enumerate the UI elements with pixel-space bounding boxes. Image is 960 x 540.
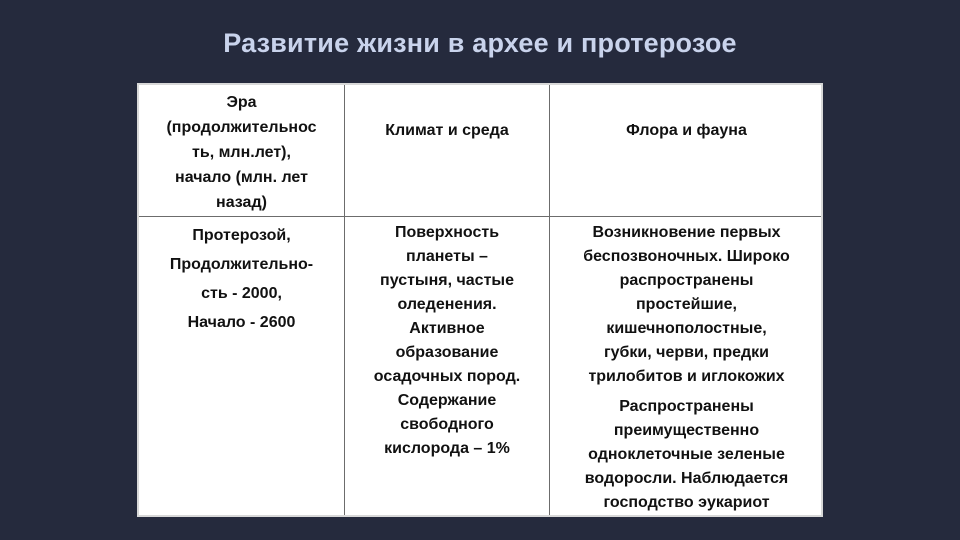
row-divider [139,216,821,217]
cell-climate [345,221,549,461]
cell-flora-line: Возникновение первых [592,224,781,241]
cell-climate-line: Содержание [397,392,497,409]
header-flora-text: Флора и фауна [626,122,747,139]
cell-flora-line: распространены [619,272,754,289]
cell-flora-line: Распространены [619,398,754,415]
cell-flora-line: кишечнополостные, [606,320,767,337]
cell-era-line: сть - 2000, [201,285,282,302]
cell-climate-line: планеты – [406,248,488,265]
header-era [139,90,344,215]
cell-climate-line: кислорода – 1% [384,440,510,457]
cell-era [139,221,344,337]
cell-flora-line: простейшие, [636,296,737,313]
header-flora [550,119,823,143]
cell-climate-line: осадочных пород. [373,368,521,385]
era-table [137,83,823,517]
cell-flora-line: беспозвоночных. Широко [583,248,790,265]
cell-climate-line: свободного [400,416,494,433]
header-era-line: ть, млн.лет), [192,144,291,161]
cell-era-line: Продолжительно- [169,256,314,273]
cell-climate-line: Активное [409,320,485,337]
cell-climate-line: оледенения. [397,296,497,313]
cell-flora-plants [550,395,823,515]
header-era-line: Эра [226,94,257,111]
cell-flora-line: трилобитов и иглокожих [588,368,785,385]
cell-flora-line: губки, черви, предки [603,344,770,361]
header-climate [345,119,549,143]
cell-era-line: Протерозой, [192,227,291,244]
cell-flora-fauna [550,221,823,389]
cell-climate-line: пустыня, частые [380,272,514,289]
cell-flora-line: водоросли. Наблюдается [584,470,789,487]
slide-title: Развитие жизни в архее и протерозое [223,28,737,58]
cell-era-line: Начало - 2600 [187,314,296,331]
header-era-line: назад) [216,194,267,211]
header-era-line: начало (млн. лет [175,169,308,186]
cell-climate-line: Поверхность [394,224,500,241]
cell-flora-line: одноклеточные зеленые [588,446,785,463]
cell-flora-line: господство эукариот [603,494,770,511]
cell-flora-line: преимущественно [613,422,760,439]
header-climate-text: Климат и среда [385,122,509,139]
header-era-line: (продолжительнос [166,119,317,136]
cell-climate-line: образование [395,344,499,361]
